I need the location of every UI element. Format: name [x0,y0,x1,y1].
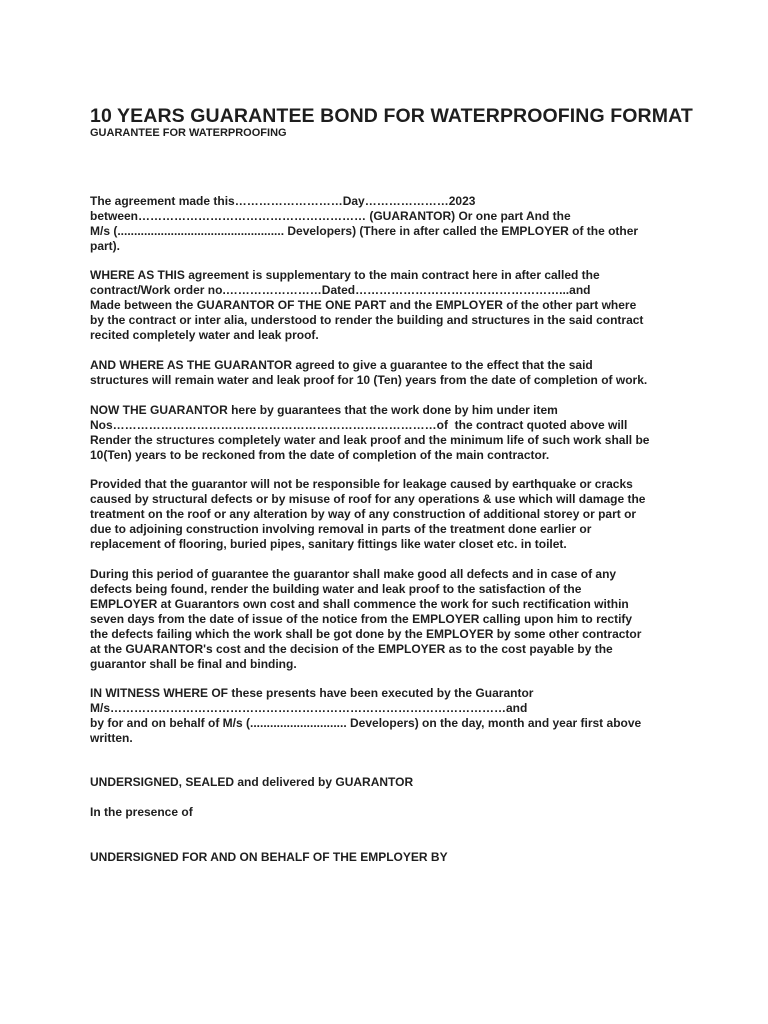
text-line: Provided that the guarantor will not be responsible for leakage caused by earthquake or cracks [90,477,633,491]
text-line: 10(Ten) years to be reckoned from the date of completion of the main contractor. [90,448,550,462]
text-line: by for and on behalf of M/s (............................. Developers) on the day, month and year first above [90,716,642,730]
text-line: The agreement made this………………………Day…………………2023 [90,194,476,208]
text-line: Made between the GUARANTOR OF THE ONE PART and the EMPLOYER of the other part where [90,298,637,312]
text-line: replacement of flooring, buried pipes, sanitary fittings like water closet etc. in toilet. [90,537,567,551]
text-line: IN WITNESS WHERE OF these presents have been executed by the Guarantor [90,686,534,700]
text-line: by the contract or inter alia, understood to render the building and structures in the said contract [90,313,644,327]
text-line: defects being found, render the building water and leak proof to the satisfaction of the [90,582,582,596]
text-line: M/s………………………………………………………………………………………and [90,701,528,715]
text-line: structures will remain water and leak proof for 10 (Ten) years from the date of completion of work. [90,373,648,387]
text-line: Render the structures completely water and leak proof and the minimum life of such work shall be [90,433,650,447]
text-line: at the GUARANTOR's cost and the decision of the EMPLOYER as to the cost payable by the [90,642,613,656]
text-line: part). [90,239,120,253]
text-line: Nos………………………………………………………………………of the contract quoted above will [90,418,628,432]
witness-presence-line: In the presence of [90,805,193,819]
text-line: AND WHERE AS THE GUARANTOR agreed to give a guarantee to the effect that the said [90,358,593,372]
text-line: due to adjoining construction involving removal in parts of the treatment done earlier or [90,522,592,536]
text-line: EMPLOYER at Guarantors own cost and shall commence the work for such rectification within [90,597,629,611]
text-line: written. [90,731,133,745]
document-title: 10 YEARS GUARANTEE BOND FOR WATERPROOFING FORMAT [90,105,693,127]
text-line: During this period of guarantee the guarantor shall make good all defects and in case of any [90,567,617,581]
text-line: WHERE AS THIS agreement is supplementary to the main contract here in after called the [90,268,600,282]
employer-signature-line: UNDERSIGNED FOR AND ON BEHALF OF THE EMPLOYER BY [90,850,448,864]
text-line: between………………………………………………… (GUARANTOR) Or one part And the [90,209,571,223]
text-line: NOW THE GUARANTOR here by guarantees that the work done by him under item [90,403,558,417]
text-line: M/s (.................................................. Developers) (There in after called the EMPLOYER of the other [90,224,639,238]
document-subtitle: GUARANTEE FOR WATERPROOFING [90,127,287,139]
guarantor-signature-line: UNDERSIGNED, SEALED and delivered by GUARANTOR [90,775,414,789]
text-line: caused by structural defects or by misuse of roof for any operations & use which will damage the [90,492,646,506]
text-line: seven days from the date of issue of the notice from the EMPLOYER calling upon him to rectify [90,612,633,626]
text-line: contract/Work order no.……………………Dated……………………………………………...and [90,283,591,297]
text-line: treatment on the roof or any alteration by way of any construction of additional storey or part or [90,507,637,521]
text-line: guarantor shall be final and binding. [90,657,297,671]
text-line: recited completely water and leak proof. [90,328,319,342]
text-line: the defects failing which the work shall be got done by the EMPLOYER by some other contractor [90,627,642,641]
